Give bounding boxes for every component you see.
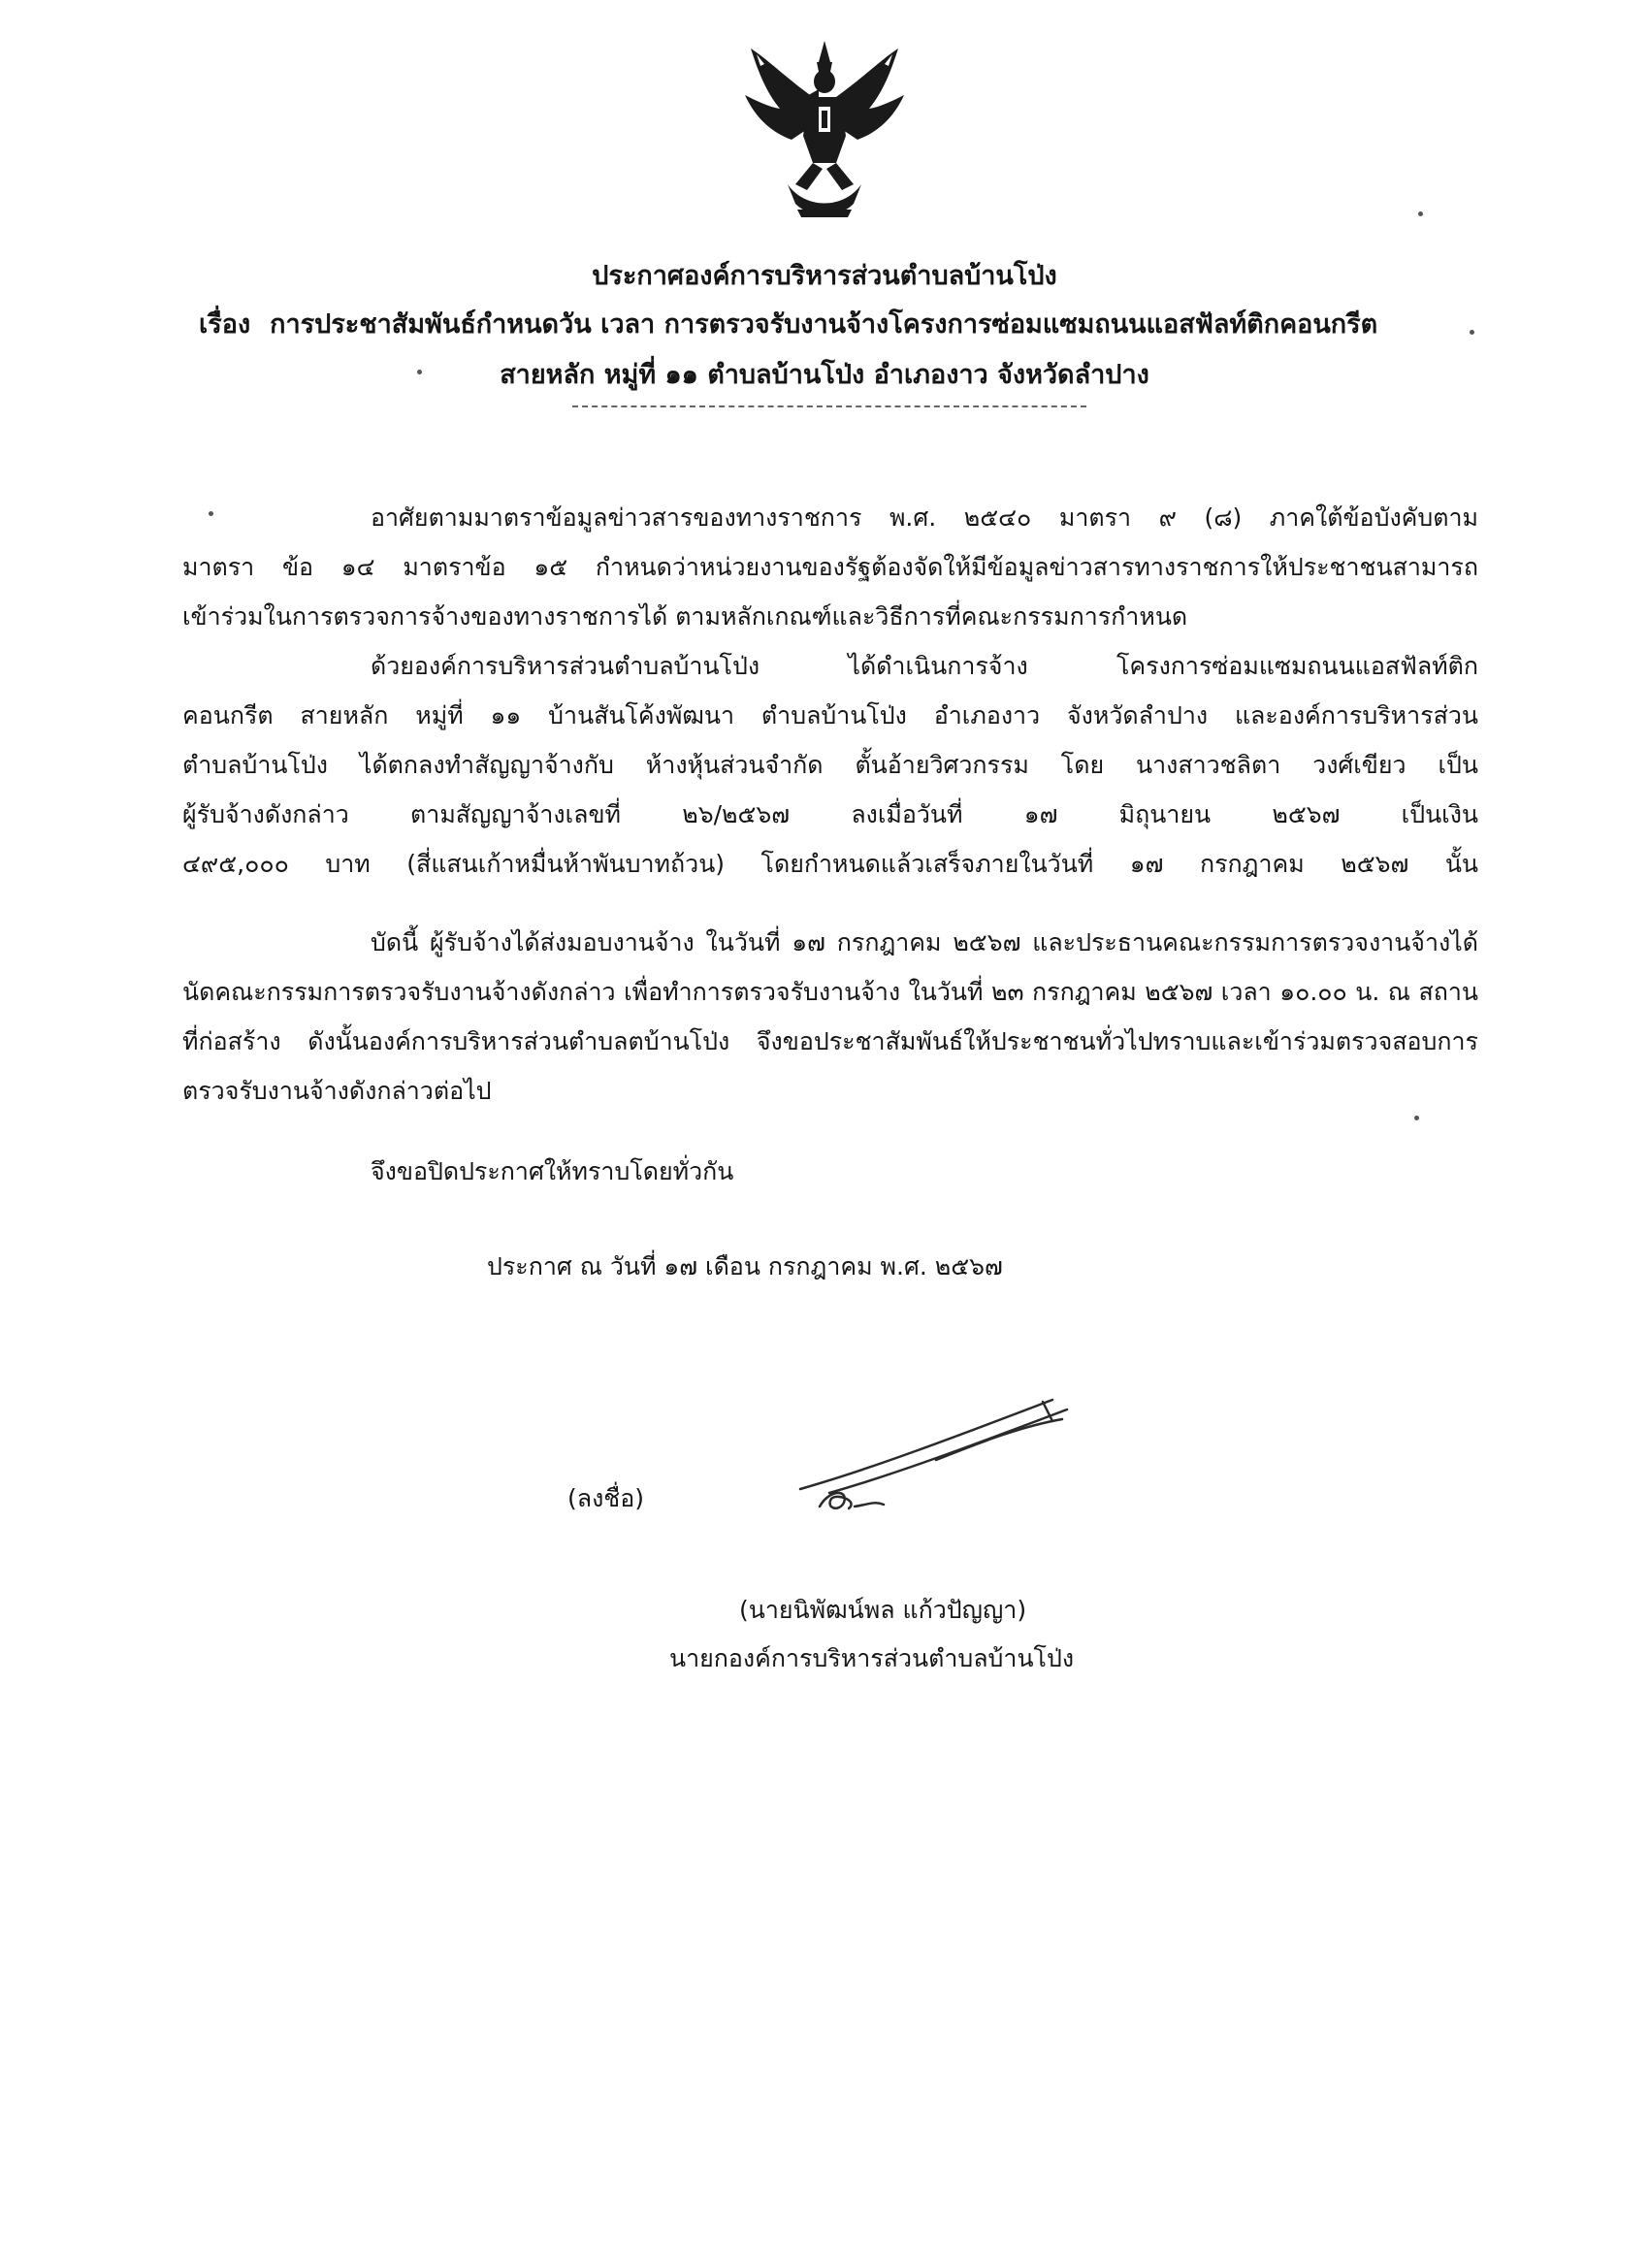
signer-name: (นายนิพัฒน์พล แก้วปัญญา)	[739, 1596, 1027, 1624]
subject-line-2: สายหลัก หมู่ที่ ๑๑ ตำบลบ้านโป่ง อำเภองาว จังหวัดลำปาง	[500, 360, 1149, 390]
p3-text: บัดนี้ ผู้รับจ้างได้ส่งมอบงานจ้าง ในวันที่ ๑๗ กรกฎาคม ๒๕๖๗ และประธานคณะกรรมการตรวจงานจ้างได้นัดคณะกรรมการตรวจรับงานจ้างดังกล่าว เพื่อทำการตรวจรับงานจ้าง ในวันที่ ๒๓ กรกฎาคม ๒๕๖๗ เวลา ๑๐.๐๐ น. ณ สถานที่ก่อสร้าง ดังนั้นองค์การบริหารส่วนตำบลตบ้านโป่ง จึงขอประชาสัมพันธ์ให้ประชาชนทั่วไปทราบและเข้าร่วมตรวจสอบการตรวจรับงานจ้างดังกล่าวต่อไป	[182, 928, 1478, 1105]
p1-line-3: เข้าร่วมในการตรวจการจ้างของทางราชการได้ ตามหลักเกณฑ์และวิธีการที่คณะกรรมการกำหนด	[182, 602, 1188, 631]
header-divider	[572, 405, 1086, 407]
p2-line-4: ผู้รับจ้างดังกล่าว ตามสัญญาจ้างเลขที่ ๒๖/๒๕๖๗ ลงเมื่อวันที่ ๑๗ มิถุนายน ๒๕๖๗ เป็นเงิน	[182, 800, 1478, 828]
p1-line-2: มาตรา ข้อ ๑๔ มาตราข้อ ๑๕ กำหนดว่าหน่วยงานของรัฐต้องจัดให้มีข้อมูลข่าวสารทางราชการให้ประชาชนสามารถ	[182, 553, 1478, 581]
subject-line-1	[199, 303, 1377, 344]
p2-line-5: ๔๙๕,๐๐๐ บาท (สี่แสนเก้าหมื่นห้าพันบาทถ้วน) โดยกำหนดแล้วเสร็จภายในวันที่ ๑๗ กรกฎาคม ๒๕๖๗ นั้น	[182, 850, 1478, 878]
p2-line-3: ตำบลบ้านโป่ง ได้ตกลงทำสัญญาจ้างกับ ห้างหุ้นส่วนจำกัด ตั้นอ้ายวิศวกรรม โดย นางสาวชลิตา วงศ์เขียว เป็น	[182, 751, 1478, 779]
sign-label: (ลงชื่อ)	[567, 1484, 645, 1512]
document-title: ประกาศองค์การบริหารส่วนตำบลบ้านโป่ง	[592, 261, 1057, 291]
scan-speck	[209, 511, 213, 516]
subject-text-1: การประชาสัมพันธ์กำหนดวัน เวลา การตรวจรับงานจ้างโครงการซ่อมแซมถนนแอสฟัลท์ติกคอนกรีต	[270, 309, 1378, 340]
closing-text: จึงขอปิดประกาศให้ทราบโดยทั่วกัน	[371, 1157, 734, 1185]
subject-label: เรื่อง	[199, 309, 251, 340]
scan-speck	[1418, 211, 1423, 216]
p3-paragraph	[182, 918, 1478, 1116]
p1-line-1: อาศัยตามมาตราข้อมูลข่าวสารของทางราชการ พ.ศ. ๒๕๔๐ มาตรา ๙ (๘) ภาคใต้ข้อบังคับตาม	[371, 503, 1478, 532]
scan-speck	[1414, 1116, 1419, 1120]
garuda-emblem-icon	[737, 39, 912, 223]
p2-line-1: ด้วยองค์การบริหารส่วนตำบลบ้านโป่ง ได้ดำเนินการจ้าง โครงการซ่อมแซมถนนแอสฟัลท์ติก	[371, 652, 1478, 680]
handwritten-signature-icon	[791, 1392, 1082, 1518]
p2-line-2: คอนกรีต สายหลัก หมู่ที่ ๑๑ บ้านสันโค้งพัฒนา ตำบลบ้านโป่ง อำเภองาว จังหวัดลำปาง และองค์การบริหารส่วน	[182, 701, 1478, 729]
scan-speck	[1470, 330, 1474, 335]
date-line: ประกาศ ณ วันที่ ๑๗ เดือน กรกฎาคม พ.ศ. ๒๕๖๗	[487, 1252, 1003, 1280]
signer-position: นายกองค์การบริหารส่วนตำบลบ้านโป่ง	[669, 1644, 1075, 1672]
scan-speck	[417, 370, 422, 374]
